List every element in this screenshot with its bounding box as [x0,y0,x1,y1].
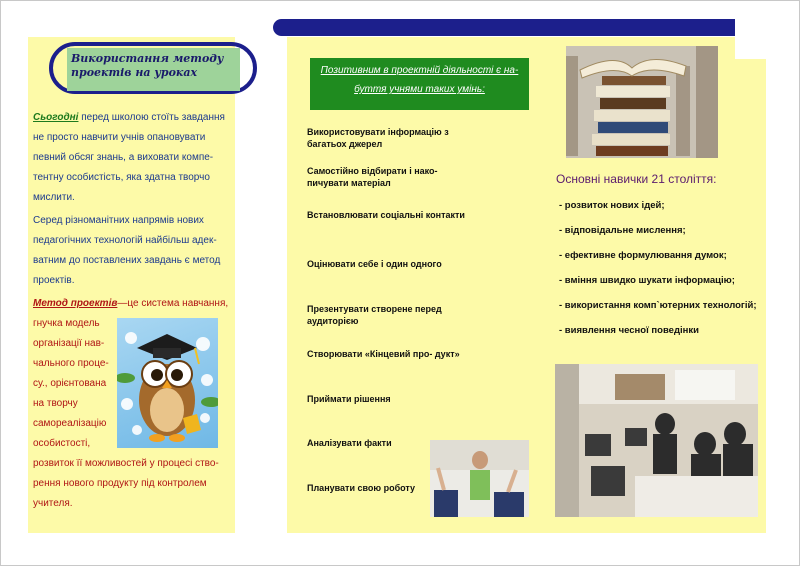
skills21-title: Основні навички 21 століття: [556,172,717,186]
owl-graduate-icon [117,318,218,448]
book-stack-photo [566,46,718,158]
skills21-item: - використання комп`ютерних технологій; [559,300,757,311]
skill-item: Самостійно відбирати і нако- пичувати матеріал [307,166,438,188]
teacher-with-students-photo [430,440,529,517]
skill-item: Аналізувати факти [307,438,392,448]
skills-header: Позитивним в проектній діяльності є на- буття учнями таких умінь: [310,58,529,110]
skills21-item: - відповідальне мислення; [559,225,686,236]
header-bar [273,19,735,36]
skills21-item: - розвиток нових ідей; [559,200,665,211]
paragraph-project-method: Метод проектів—це система навчання, гнучка модель організації нав- чального проце- су., орієнтована на творчу самореалізацію особистості, розвиток її можливостей у процесі ство- рення нового продукту під контролем учителя. [33,298,229,509]
skill-item: Планувати свою роботу [307,483,416,493]
skill-item: Приймати рішення [307,394,391,404]
paragraph-intro: Сьогодні перед школою стоїть завдання не просто навчити учнів опановувати певний обсяг знань, а виховати компе- тентну особистість, яка здатна творчо мислити. [33,112,225,203]
skill-item: Оцінювати себе і один одного [307,259,442,269]
skill-item: Презентувати створене перед аудиторією [307,304,442,326]
intro-lead-word: Сьогодні [33,112,79,123]
skills21-item: - виявлення чесної поведінки [559,325,699,336]
brochure-title: Використання методу проектів на уроках [67,48,240,91]
skill-item: Використовувати інформацію з багатьох джерел [307,127,449,149]
skill-item: Встановлювати соціальні контакти [307,210,465,220]
panel-notch [735,37,767,59]
skill-item: Створювати «Кінцевий про- дукт» [307,349,460,359]
project-method-lead: Метод проектів [33,298,118,309]
paragraph-technologies: Серед різноманітних напрямів нових педагогічних технологій найбільш адек- ватним до поставлених завдань є метод проектів. [33,215,221,286]
skills21-item: - вміння швидко шукати інформацію; [559,275,735,286]
computer-class-photo [555,364,758,517]
skills21-item: - ефективне формулювання думок; [559,250,727,261]
